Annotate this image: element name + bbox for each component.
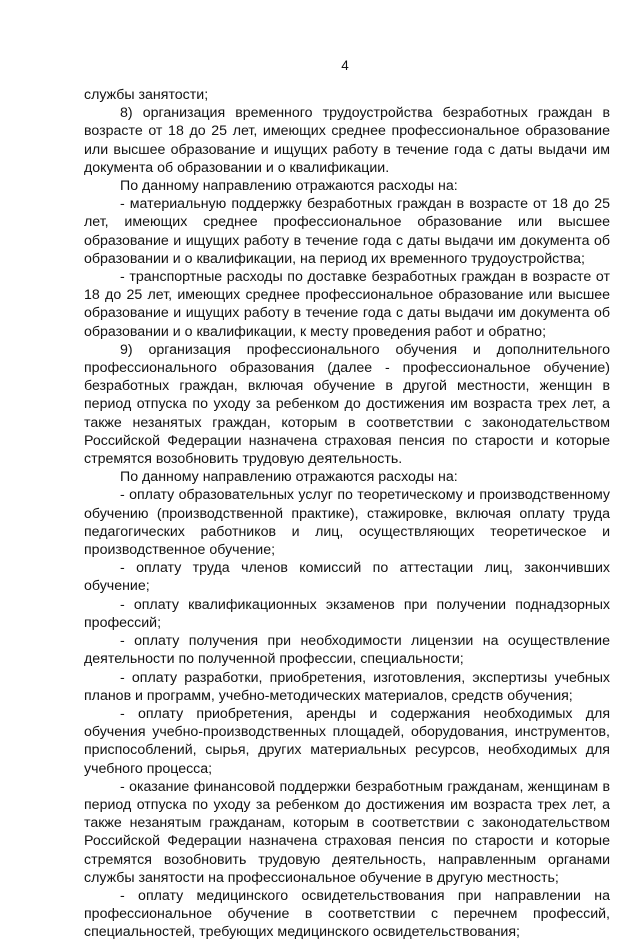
paragraph: - оплату квалификационных экзаменов при получении поднадзорных профессий;	[84, 596, 610, 631]
paragraph: 9) организация профессионального обучения и дополнительного профессионального образования (далее - профессиональное обучение) безработных граждан, включая обучение в другой местности, женщин в период отпуска по уходу за ребенком до достижения им возраста трех лет, а также незанятых граждан, которым в соответствии с законодательством Российской Федерации назначена страховая пенсия по старости и которые стремятся возобновить трудовую деятельность.	[84, 341, 610, 468]
paragraph: - оплату труда членов комиссий по аттестации лиц, закончивших обучение;	[84, 560, 610, 595]
paragraph: службы занятости;	[84, 87, 209, 103]
paragraph: - оплату приобретения, аренды и содержания необходимых для обучения учебно-производственных площадей, оборудования, инструментов, приспособлений, сырья, других материальных ресурсов, необходимых для учебного процесса;	[84, 705, 610, 777]
paragraph: - оказание финансовой поддержки безработным гражданам, женщинам в период отпуска по уходу за ребенком до достижения им возраста трех лет, а также незанятым гражданам, которым в соответствии с законодательством Российской Федерации назначена страховая пенсия по старости и которые стремятся возобновить трудовую деятельность, направленным органами службы занятости на профессиональное обучение в другую местность;	[84, 778, 610, 886]
paragraph: - материальную поддержку безработных граждан в возрасте от 18 до 25 лет, имеющих среднее профессиональное образование или высшее образование и ищущих работу в течение года с даты выдачи им документа об образовании и о квалификации, на период их временного трудоустройства;	[84, 196, 610, 267]
document-body	[84, 86, 610, 942]
paragraph: - транспортные расходы по доставке безработных граждан в возрасте от 18 до 25 лет, имеющих среднее профессиональное образование или высшее образование и ищущих работу в течение года с даты выдачи им документа об образовании и о квалификации, к месту проведения работ и обратно;	[84, 269, 610, 340]
paragraph: - оплату медицинского освидетельствования при направлении на профессиональное обучение в соответствии с перечнем профессий, специальностей, требующих медицинского освидетельствования;	[84, 887, 610, 941]
paragraph: По данному направлению отражаются расходы на:	[120, 469, 458, 486]
paragraph: - оплату образовательных услуг по теоретическому и производственному обучению (производственной практике), стажировке, включая оплату труда педагогических работников и лиц, осуществляющих теоретическое и производственное обучение;	[84, 487, 610, 559]
paragraph: - оплату разработки, приобретения, изготовления, экспертизы учебных планов и программ, учебно-методических материалов, средств обучения;	[84, 669, 610, 704]
page-number: 4	[341, 58, 349, 73]
paragraph: 8) организация временного трудоустройства безработных граждан в возрасте от 18 до 25 лет, имеющих среднее профессиональное образование или высшее образование и ищущих работу в течение года с даты выдачи им документа об образовании и о квалификации.	[84, 105, 610, 176]
paragraph: - оплату получения при необходимости лицензии на осуществление деятельности по полученной профессии, специальности;	[84, 633, 610, 668]
paragraph: По данному направлению отражаются расходы на:	[120, 178, 458, 195]
